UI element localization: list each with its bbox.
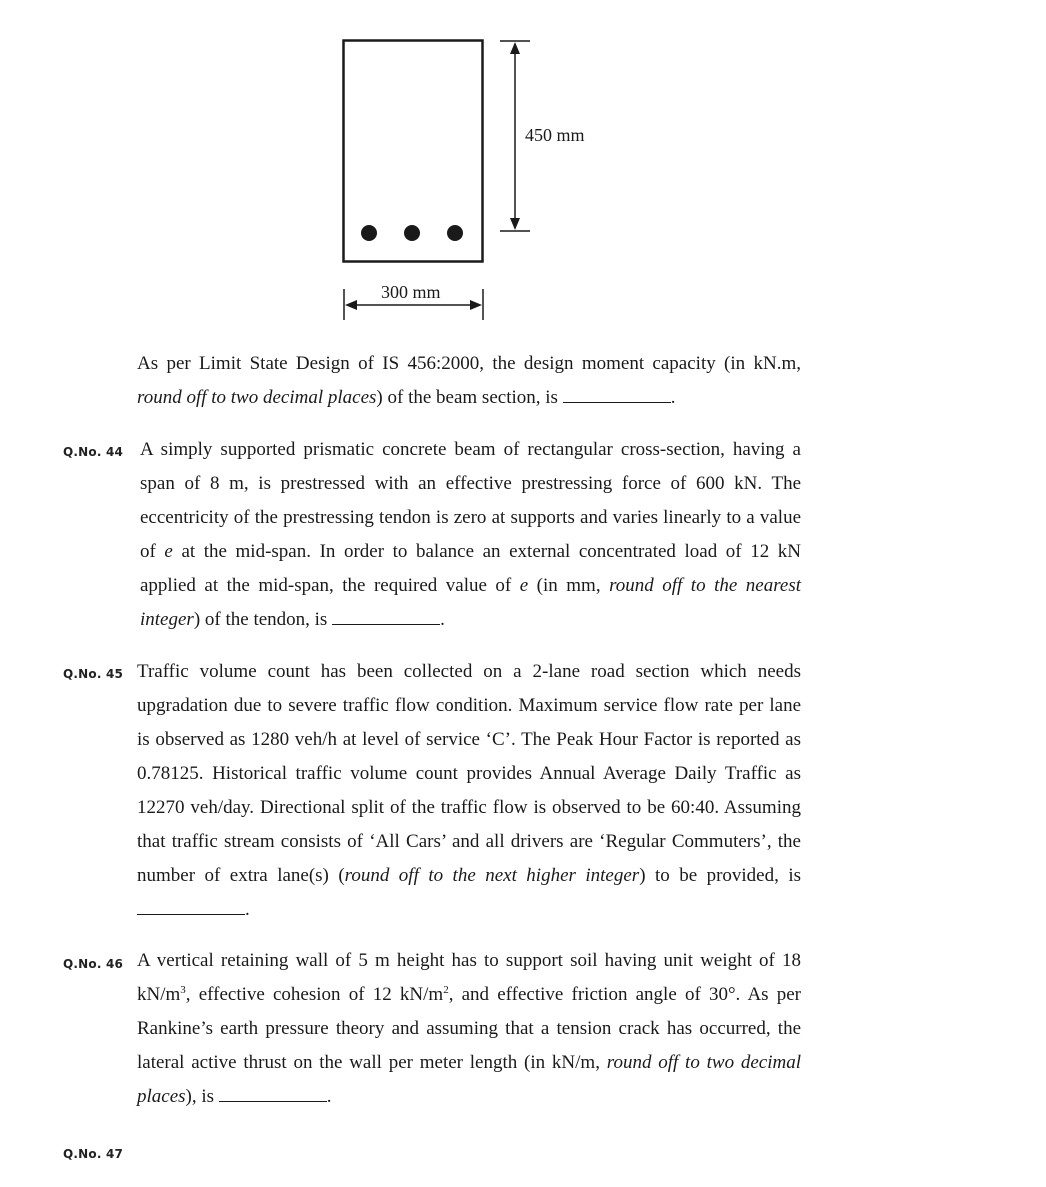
- height-label: 450 mm: [525, 125, 585, 145]
- question-number: Q.No. 45: [63, 667, 124, 681]
- question-43-continuation: As per Limit State Design of IS 456:2000, the design moment capacity (in kN.m, round off to two decimal places) of the beam section, is .: [137, 353, 801, 408]
- width-label: 300 mm: [381, 282, 441, 302]
- question-44-text: A simply supported prismatic concrete beam of rectangular cross-section, having a span of 8 m, is prestressed with an effective prestressing force of 600 kN. The eccentricity of the prestressing tendon is zero at supports and varies linearly to a value of e at the mid-span. In order to balance an external concentrated load of 12 kN applied at the mid-span, the required value of e (in mm, round off to the nearest integer) of the tendon, is .: [140, 439, 802, 630]
- answer-blank[interactable]: [219, 1087, 327, 1102]
- question-number: Q.No. 44: [63, 445, 124, 459]
- beam-cross-section-figure: [330, 30, 610, 330]
- width-dimension: [344, 282, 483, 320]
- rebar-2: [404, 225, 420, 241]
- height-dimension: [500, 41, 585, 231]
- answer-blank[interactable]: [137, 900, 245, 915]
- rebar-1: [361, 225, 377, 241]
- answer-blank[interactable]: [332, 610, 440, 625]
- question-46-text: A vertical retaining wall of 5 m height has to support soil having unit weight of 18 $kN/m^3$, effective cohesion of 12 $kN/m^2$, and effective friction angle of 30°. As per Rankine’s earth pressure theory and assuming that a tension crack has occurred, the lateral active thrust on the wall per meter length (in kN/m, round off to two decimal places), is .: [137, 950, 801, 1107]
- rebar-3: [447, 225, 463, 241]
- answer-blank[interactable]: [563, 388, 671, 403]
- question-45-text: Traffic volume count has been collected on a 2-lane road section which needs upgradation due to severe traffic flow condition. Maximum service flow rate per lane is observed as 1280 veh/h at level of service ‘C’. The Peak Hour Factor is reported as 0.78125. Historical traffic volume count provides Annual Average Daily Traffic as 12270 veh/day. Directional split of the traffic flow is observed to be 60:40. Assuming that traffic stream consists of ‘All Cars’ and all drivers are ‘Regular Commuters’, the number of extra lane(s) (round off to the next higher integer) to be provided, is .: [137, 661, 801, 920]
- question-number: Q.No. 47: [63, 1147, 124, 1161]
- question-number: Q.No. 46: [63, 957, 124, 971]
